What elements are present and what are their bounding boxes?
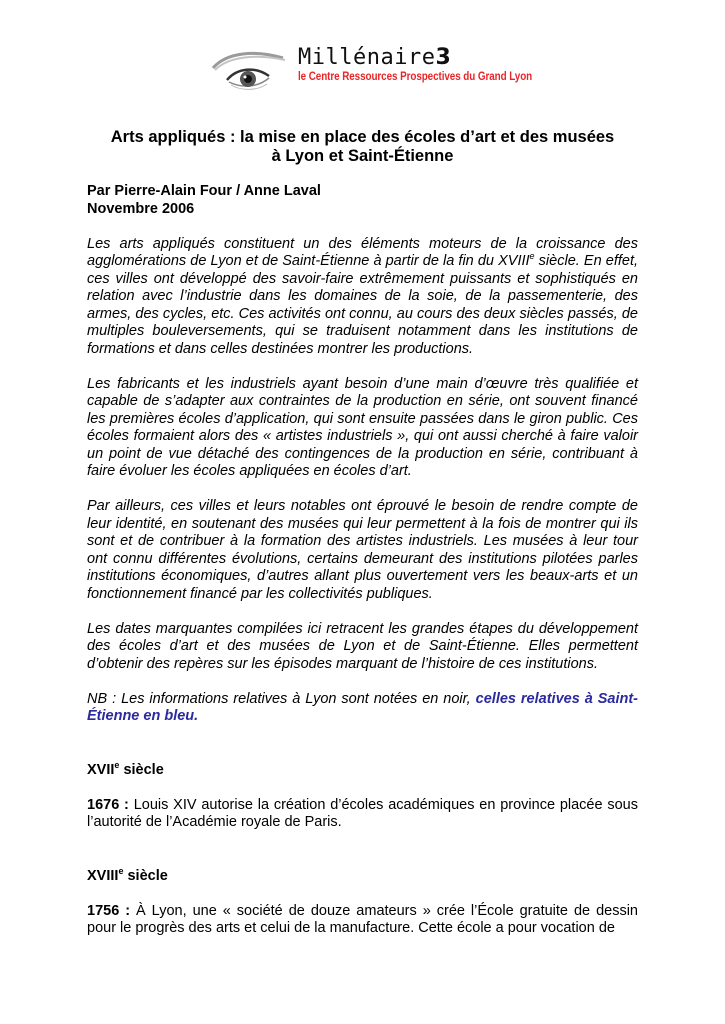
section-heading	[87, 865, 638, 886]
nb-text: NB : Les informations relatives à Lyon sont notées en noir,	[87, 690, 476, 707]
text-run: siècle. En effet, ces villes ont développé des savoir-faire extrêmement puissants et sophistiqués en relation avec l’industrie dans les domaines de la soie, de la passementerie, des armes, des cycles, etc. Ces activités ont connu, au cours des deux siècles passés, de multiples bouleversements, qui se traduisent notamment dans les institutions de formations et dans celles destinées montrer les productions.	[87, 253, 638, 357]
title-line-1: Arts appliqués : la mise en place des écoles d’art et des musées	[110, 128, 615, 146]
entry-text: À Lyon, une « société de douze amateurs » crée l’École gratuite de dessin pour le progrès des arts et celui de la manufacture. Cette école a pour vocation de	[87, 902, 638, 936]
nota-bene	[87, 691, 638, 726]
text-run: XVIII	[87, 867, 119, 884]
site-header	[205, 46, 535, 94]
introduction	[87, 236, 638, 726]
eye-logo-icon	[205, 46, 290, 92]
brand-logotype	[298, 46, 451, 70]
intro-paragraph-2: Les fabricants et les industriels ayant besoin d’une main d’œuvre très qualifiée et capable de s’adapter aux contraintes de la production en série, ont souvent financé les premières écoles d’application, qui sont ensuite passées dans le giron public. Ces écoles formaient alors des « artistes industriels », qui ont aussi cherché à faire valoir un point de vue détaché des contingences de la production en série, contribuant à faire évoluer les écoles appliquées en écoles d’art.	[87, 375, 638, 479]
text-run: XVII	[87, 761, 115, 778]
title-line-2: à Lyon et Saint-Étienne	[271, 147, 454, 165]
intro-paragraph-3: Par ailleurs, ces villes et leurs notables ont éprouvé le besoin de rendre compte de leur identité, en soutenant des musées qui leur permettent à la fois de montrer qui ils sont et de contribuer à la formation des artistes industriels. Les musées à leur tour ont connu différentes évolutions, certains demeurant des institutions pilotées parles institutions économiques, d’autres allant plus ouvertement vers les beaux-arts et un fonctionnement financé par les collectivités publiques.	[87, 498, 638, 602]
text-run: siècle	[119, 761, 164, 778]
timeline-entry	[87, 797, 638, 832]
brand-suffix: 3	[435, 45, 452, 70]
document-title	[87, 128, 638, 166]
document-body	[87, 128, 638, 938]
intro-paragraph-4: Les dates marquantes compilées ici retracent les grandes étapes du développement des écoles d’art et des musées de Lyon et de Saint-Étienne. Elles permettent d’obtenir des repères sur les épisodes marquant de l’histoire de ces institutions.	[87, 620, 638, 672]
intro-paragraph-1	[87, 236, 638, 359]
entry-text: Louis XIV autorise la création d’écoles académiques en province placée sous l’autorité de l’Académie royale de Paris.	[87, 796, 638, 830]
publication-date: Novembre 2006	[87, 200, 195, 217]
superscript: e	[529, 251, 535, 262]
authors: Par Pierre-Alain Four / Anne Laval	[87, 183, 321, 199]
superscript: e	[114, 759, 120, 770]
text-run: Les arts appliqués constituent un des éléments moteurs de la croissance des agglomérations de Lyon et de Saint-Étienne à partir de la fin du XVIII	[87, 235, 638, 269]
entry-year: 1676 :	[87, 796, 129, 813]
section-heading	[87, 759, 638, 780]
brand-tagline: le Centre Ressources Prospectives du Grand Lyon	[298, 71, 533, 83]
section-17th-century	[87, 759, 638, 832]
timeline-entry	[87, 903, 638, 938]
entry-year: 1756 :	[87, 902, 131, 919]
nb-blue-text: celles relatives à Saint-Étienne en bleu.	[87, 690, 639, 724]
superscript: e	[118, 865, 124, 876]
text-run: siècle	[123, 867, 168, 884]
byline	[87, 183, 638, 218]
section-18th-century	[87, 865, 638, 938]
brand-name: Millénaire	[298, 45, 436, 70]
